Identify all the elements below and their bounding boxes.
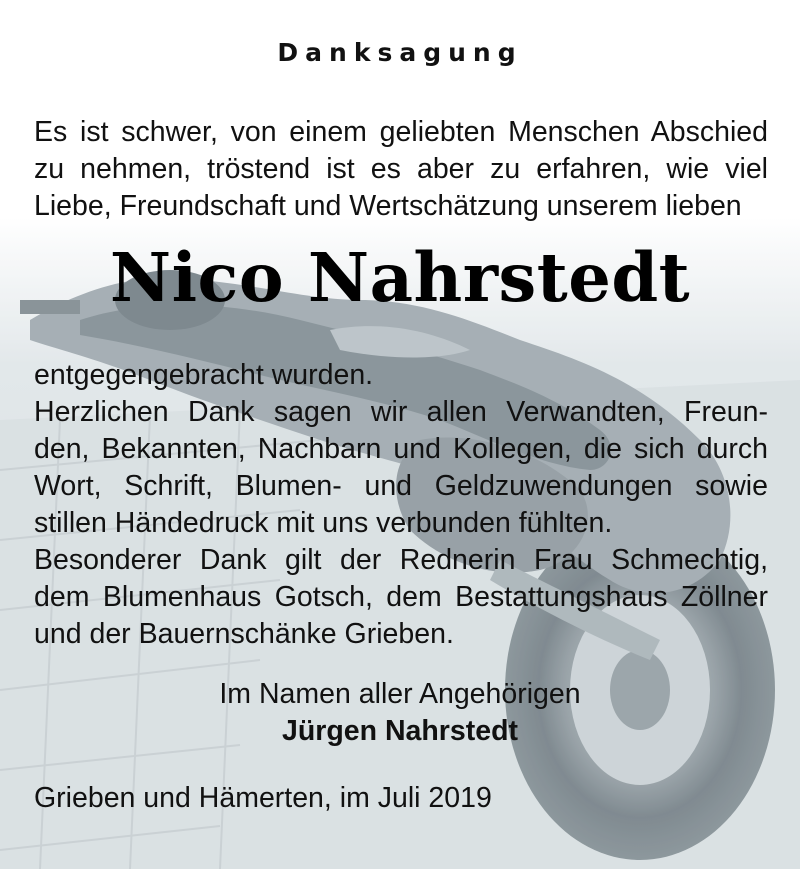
intro-line: Liebe, Freundschaft und Wertschätzung unserem lieben bbox=[34, 190, 742, 222]
place-date: Grieben und Hämerten, im Juli 2019 bbox=[34, 782, 492, 814]
thanks-paragraph bbox=[34, 357, 768, 653]
notice-heading: Danksagung bbox=[277, 38, 523, 67]
body-line: Besonderer Dank gilt der Rednerin Frau Schmechtig, bbox=[34, 544, 768, 576]
body-line: Herzlichen Dank sagen wir allen Verwandten, Freun- bbox=[34, 396, 768, 428]
body-line: stillen Händedruck mit uns verbunden fühlten. bbox=[34, 507, 613, 539]
signature-intro: Im Namen aller Angehörigen bbox=[219, 678, 581, 710]
intro-line: zu nehmen, tröstend ist es aber zu erfahren, wie viel bbox=[34, 153, 768, 185]
signature-name: Jürgen Nahrstedt bbox=[282, 715, 518, 747]
intro-line: Es ist schwer, von einem geliebten Menschen Abschied bbox=[34, 116, 768, 148]
body-line: den, Bekannten, Nachbarn und Kollegen, die sich durch bbox=[34, 433, 768, 465]
body-line: dem Blumenhaus Gotsch, dem Bestattungshaus Zöllner bbox=[34, 581, 768, 613]
body-line: Wort, Schrift, Blumen- und Geldzuwendungen sowie bbox=[34, 470, 768, 502]
signature-block bbox=[0, 676, 800, 750]
body-line: entgegengebracht wurden. bbox=[34, 359, 374, 391]
body-line: und der Bauernschänke Grieben. bbox=[34, 618, 454, 650]
deceased-name: Nico Nahrstedt bbox=[109, 238, 691, 317]
intro-paragraph bbox=[34, 114, 768, 225]
